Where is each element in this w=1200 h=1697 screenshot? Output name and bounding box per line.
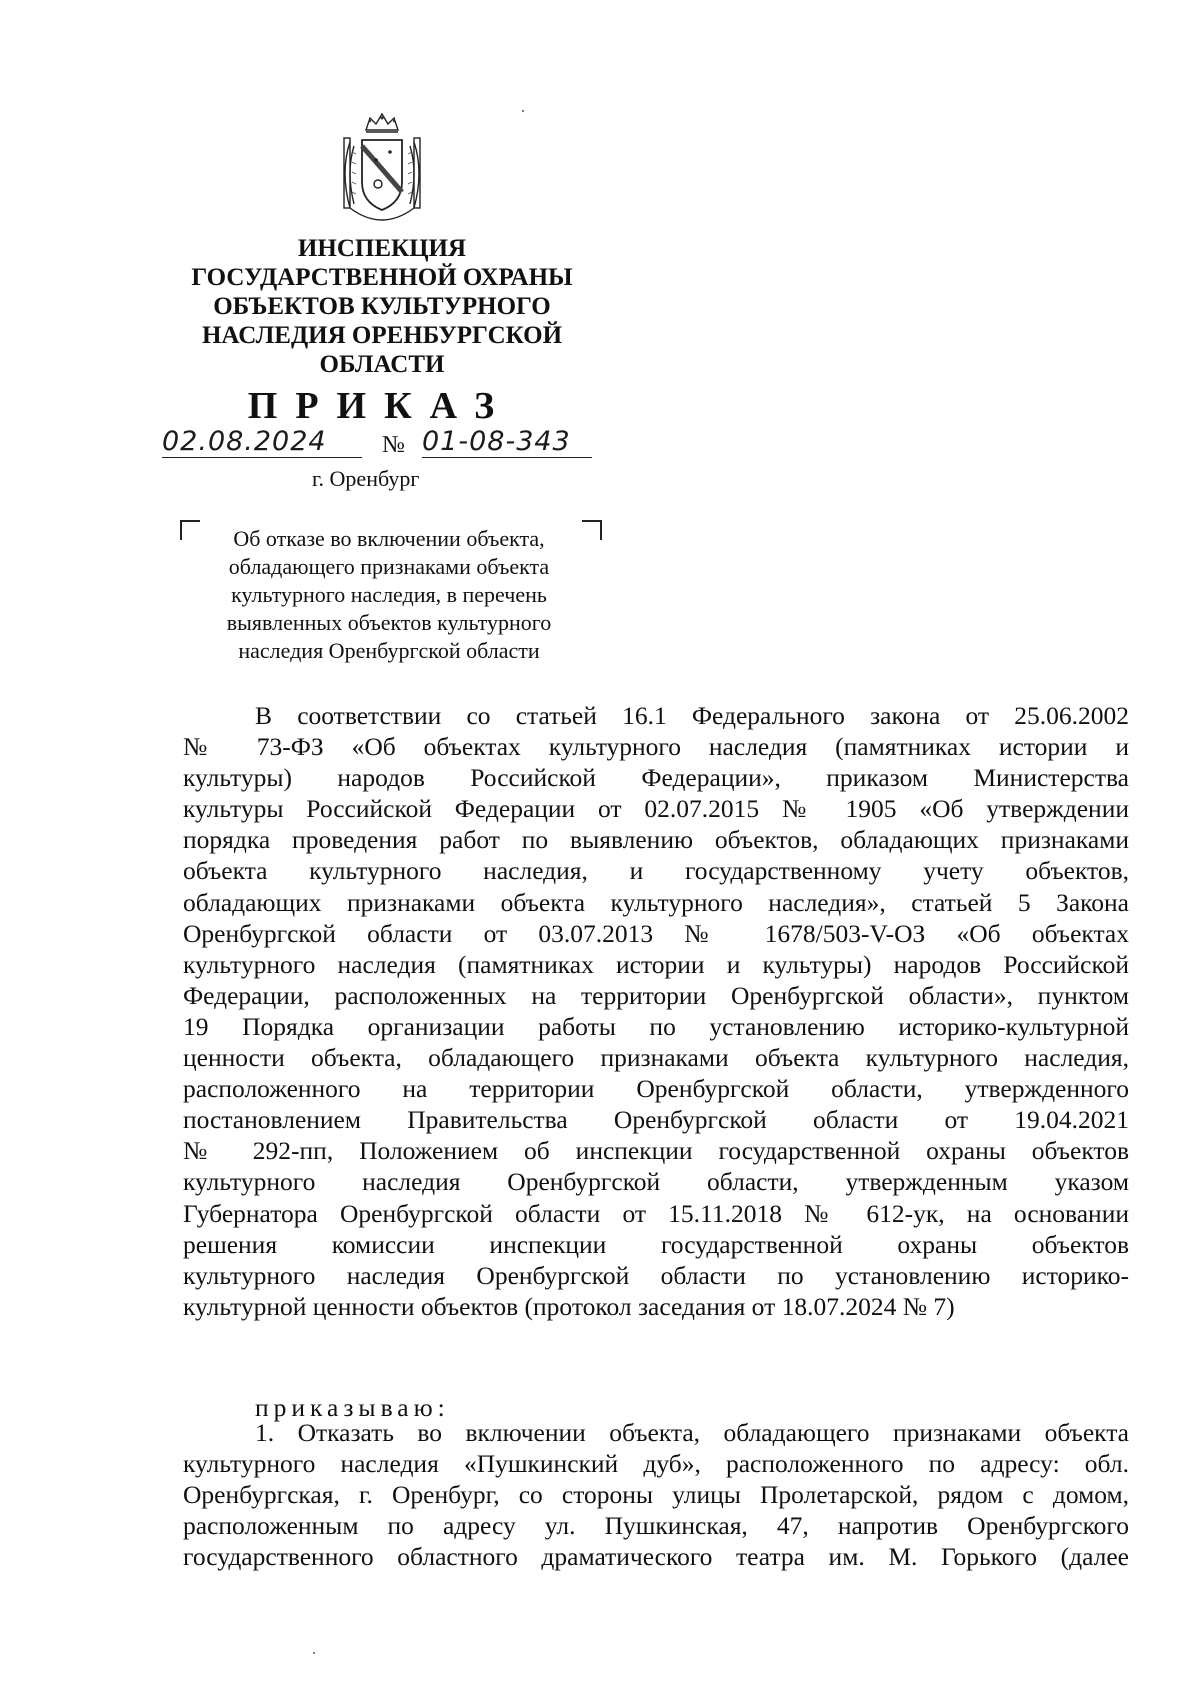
- preamble-line: № 73-ФЗ «Об объектах культурного наследия (памятниках истории и: [183, 732, 1129, 762]
- preamble-line: расположенного на территории Оренбургской области, утвержденного: [183, 1074, 1129, 1104]
- preamble-line: № 292-пп, Положением об инспекции государственной охраны объектов: [183, 1136, 1129, 1166]
- item-1-line: культурного наследия «Пушкинский дуб», расположенного по адресу: обл.: [183, 1449, 1129, 1479]
- org-line: ИНСПЕКЦИЯ: [297, 235, 467, 262]
- subject-line: наследия Оренбургской области: [238, 638, 540, 663]
- preamble-line: Оренбургской области от 03.07.2013 № 1678/503-V-ОЗ «Об объектах: [183, 918, 1129, 948]
- subject-line: выявленных объектов культурного: [226, 610, 552, 635]
- date-number-line: [160, 426, 600, 466]
- preamble-line: постановлением Правительства Оренбургской области от 19.04.2021: [183, 1105, 1129, 1135]
- preamble-line: объекта культурного наследия, и государственному учету объектов,: [183, 856, 1129, 886]
- item-1-paragraph: [183, 1417, 1129, 1572]
- handwritten-number: 01-08-343: [422, 426, 592, 458]
- preamble-line: культурного наследия Оренбургской области по установлению историко-: [183, 1260, 1129, 1290]
- subject-line: Об отказе во включении объекта,: [233, 526, 545, 551]
- preamble-line: Федерации, расположенных на территории Оренбургской области», пунктом: [183, 980, 1129, 1010]
- org-line: НАСЛЕДИЯ ОРЕНБУРГСКОЙ: [201, 322, 563, 349]
- preamble-line: В соответствии со статьей 16.1 Федерального закона от 25.06.2002: [255, 701, 1129, 730]
- handwritten-date: 02.08.2024: [162, 426, 362, 458]
- preamble-line: культуры Российской Федерации от 02.07.2015 № 1905 «Об утверждении: [183, 794, 1129, 824]
- decree-word: приказываю:: [255, 1393, 450, 1422]
- preamble-line: культурной ценности объектов (протокол заседания от 18.07.2024 № 7): [183, 1291, 955, 1321]
- scan-speck: [522, 110, 524, 112]
- preamble-line: культурного наследия (памятниках истории и культуры) народов Российской: [183, 949, 1129, 979]
- preamble-paragraph: [183, 700, 1129, 1322]
- org-line: ОБЛАСТИ: [319, 351, 445, 378]
- subject-bracket-right: [582, 520, 602, 540]
- preamble-line: 19 Порядка организации работы по установлению историко-культурной: [183, 1011, 1129, 1041]
- scan-speck: [313, 1652, 315, 1654]
- subject-line: культурного наследия, в перечень: [231, 582, 547, 607]
- preamble-line: порядка проведения работ по выявлению объектов, обладающих признаками: [183, 825, 1129, 855]
- organization-name: [170, 234, 594, 379]
- item-1-line: государственного областного драматического театра им. М. Горького (далее: [183, 1542, 1129, 1572]
- org-line: ОБЪЕКТОВ КУЛЬТУРНОГО: [213, 293, 551, 320]
- document-type-title: ПРИКАЗ: [247, 385, 513, 427]
- city-label: г. Оренбург: [312, 466, 420, 491]
- preamble-line: ценности объекта, обладающего признаками объекта культурного наследия,: [183, 1043, 1129, 1073]
- subject-title: [194, 525, 584, 665]
- preamble-line: культурного наследия Оренбургской области, утвержденным указом: [183, 1167, 1129, 1197]
- subject-line: обладающего признаками объекта: [228, 554, 550, 579]
- item-1-line: расположенным по адресу ул. Пушкинская, 47, напротив Оренбургского: [183, 1511, 1129, 1541]
- preamble-line: решения комиссии инспекции государственной охраны объектов: [183, 1229, 1129, 1259]
- preamble-line: обладающих признаками объекта культурного наследия», статьей 5 Закона: [183, 887, 1129, 917]
- preamble-line: Губернатора Оренбургской области от 15.11.2018 № 612-ук, на основании: [183, 1198, 1129, 1228]
- number-sign: №: [382, 432, 405, 458]
- item-1-line: 1. Отказать во включении объекта, обладающего признаками объекта: [255, 1418, 1129, 1447]
- item-1-line: Оренбургская, г. Оренбург, со стороны улицы Пролетарской, рядом с домом,: [183, 1480, 1129, 1510]
- preamble-line: культуры) народов Российской Федерации», приказом Министерства: [183, 763, 1129, 793]
- org-line: ГОСУДАРСТВЕННОЙ ОХРАНЫ: [191, 264, 573, 291]
- coat-of-arms-emblem: [336, 112, 428, 224]
